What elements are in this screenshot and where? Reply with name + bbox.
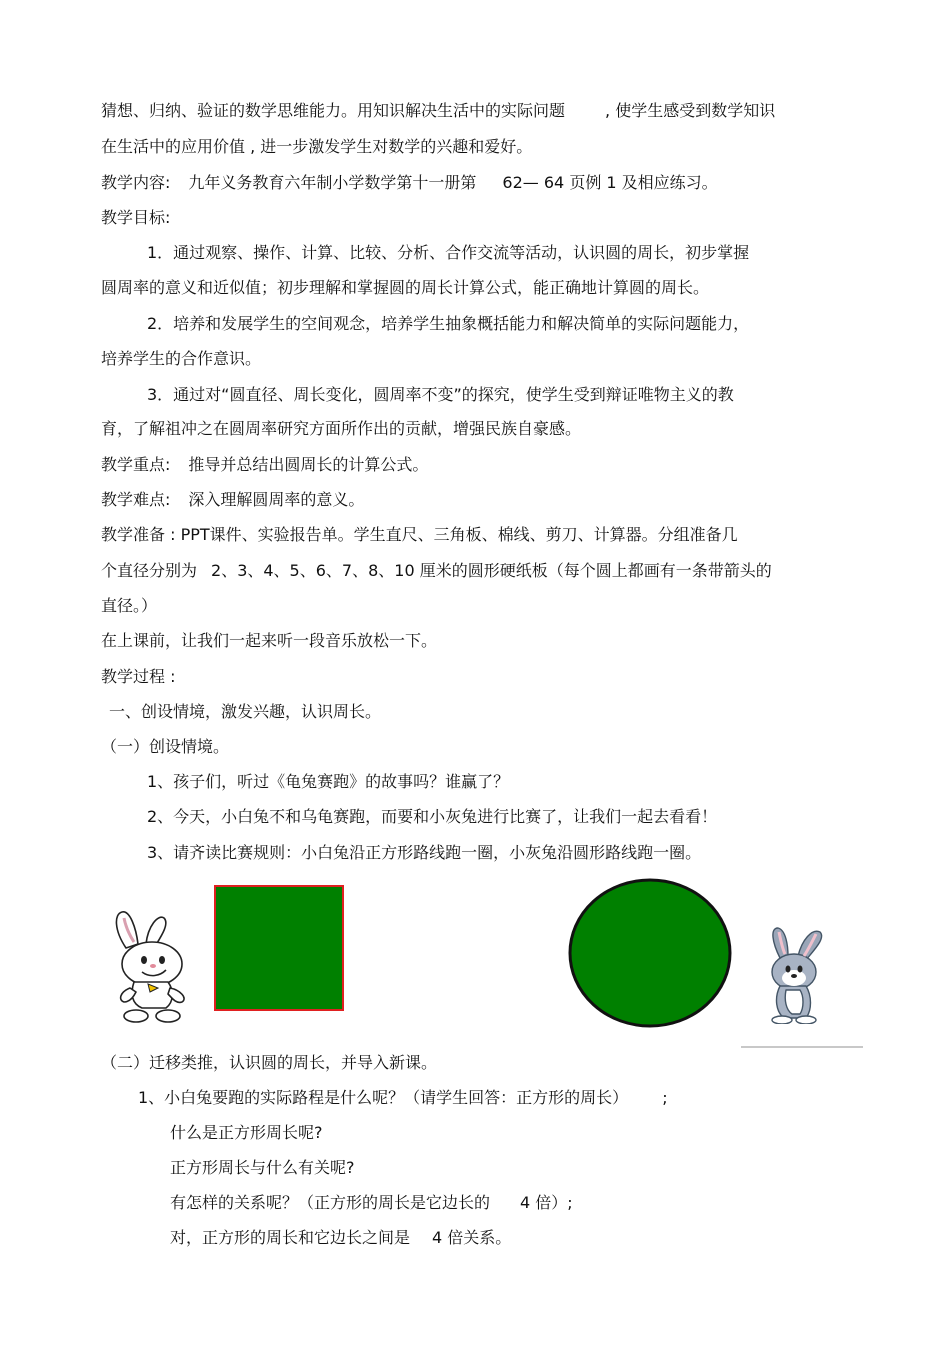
text-line: 个直径分别为 2、3、4、5、6、7、8、10 厘米的圆形硬纸板（每个圆上都画有一条带箭头的	[101, 561, 772, 580]
text-line: 猜想、归纳、验证的数学思维能力。用知识解决生活中的实际问题 , 使学生感受到数学知识	[101, 101, 776, 120]
text-line: 在上课前，让我们一起来听一段音乐放松一下。	[101, 631, 438, 650]
text-line: 圆周率的意义和近似值；初步理解和掌握圆的周长计算公式，能正确地计算圆的周长。	[101, 278, 710, 297]
text-line: 培养学生的合作意识。	[101, 349, 262, 368]
text-line: （一）创设情境。	[101, 737, 230, 756]
text-line: 有怎样的关系呢？（正方形的周长是它边长的 4 倍）;	[170, 1193, 573, 1212]
text-line: 2．培养和发展学生的空间观念，培养学生抽象概括能力和解决简单的实际问题能力，	[147, 314, 750, 333]
text-line: 直径。）	[101, 596, 158, 615]
text-line: 正方形周长与什么有关呢?	[170, 1158, 355, 1177]
text-line: 教学重点: 推导并总结出圆周长的计算公式。	[101, 455, 429, 474]
text-line: 教学准备 : PPT课件、实验报告单。学生直尺、三角板、棉线、剪刀、计算器。分组准备几	[101, 525, 738, 544]
text-line: 1、小白兔要跑的实际路程是什么呢？（请学生回答：正方形的周长） ;	[138, 1088, 668, 1107]
section-heading: 教学过程 :	[101, 667, 176, 686]
green-circle	[567, 877, 733, 1029]
text-line: 教学难点: 深入理解圆周率的意义。	[101, 490, 365, 509]
text-line: 3．通过对“圆直径、周长变化，圆周率不变”的探究，使学生受到辩证唯物主义的教	[147, 385, 734, 404]
white-rabbit-icon	[108, 908, 198, 1024]
text-line: 什么是正方形周长呢?	[170, 1123, 323, 1142]
text-line: 2、今天，小白兔不和乌龟赛跑，而要和小灰兔进行比赛了，让我们一起去看看！	[147, 807, 718, 826]
text-line: 对，正方形的周长和它边长之间是 4 倍关系。	[170, 1228, 512, 1247]
section-heading: 教学目标:	[101, 208, 171, 227]
text-line: 3、请齐读比赛规则：小白兔沿正方形路线跑一圈，小灰兔沿圆形路线跑一圈。	[147, 843, 702, 862]
text-line: 1．通过观察、操作、计算、比较、分析、合作交流等活动，认识圆的周长，初步掌握	[147, 243, 750, 262]
text-line: 1、孩子们，听过《龟兔赛跑》的故事吗？谁赢了？	[147, 772, 510, 791]
text-line: 在生活中的应用价值 , 进一步激发学生对数学的兴趣和爱好。	[101, 137, 533, 156]
text-line: 育，了解祖冲之在圆周率研究方面所作出的贡献，增强民族自豪感。	[101, 419, 582, 438]
text-line: 教学内容: 九年义务教育六年制小学数学第十一册第 62— 64 页例 1 及相应练习。	[101, 173, 718, 192]
text-line: （二）迁移类推，认识圆的周长，并导入新课。	[101, 1053, 438, 1072]
text-line: 一、创设情境，激发兴趣，认识周长。	[109, 702, 382, 721]
gray-rabbit-icon	[750, 924, 840, 1024]
green-square	[214, 885, 344, 1011]
ground-line	[741, 1046, 863, 1048]
